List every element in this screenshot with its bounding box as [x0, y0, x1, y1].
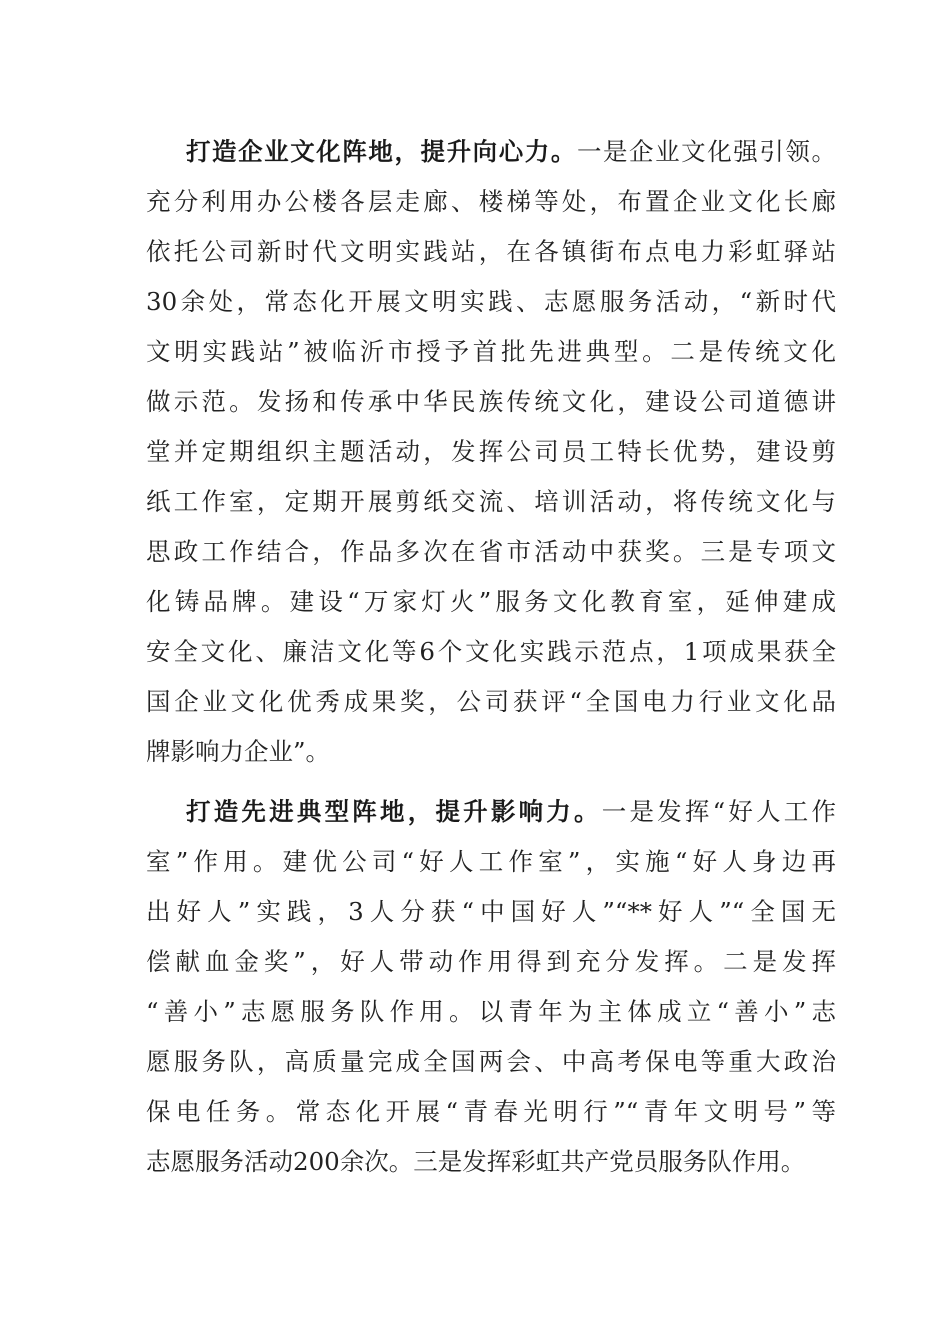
text-line: 牌影响力企业”。 [146, 737, 331, 766]
text-line: 保电任务。常态化开展“青春光明行”“青年文明号”等 [146, 1097, 836, 1126]
text-line: 安全文化、廉洁文化等6个文化实践示范点，1项成果获全 [146, 637, 836, 666]
text-line: 充分利用办公楼各层走廊、楼梯等处，布置企业文化长廊 [146, 187, 836, 216]
text-line: 国企业文化优秀成果奖，公司获评“全国电力行业文化品 [146, 687, 836, 716]
text-line: 志愿服务活动200余次。三是发挥彩虹共产党员服务队作用。 [146, 1147, 806, 1176]
text-line: 思政工作结合，作品多次在省市活动中获奖。三是专项文 [146, 537, 836, 566]
text-line: 出好人”实践，3人分获“中国好人”“**好人”“全国无 [146, 897, 836, 926]
paragraph-heading: 打造先进典型阵地，提升影响力。 [186, 797, 602, 826]
text-line: “善小”志愿服务队作用。以青年为主体成立“善小”志 [146, 997, 836, 1026]
text-line: 一是企业文化强引领。 [576, 137, 836, 166]
text-line: 愿服务队，高质量完成全国两会、中高考保电等重大政治 [146, 1047, 836, 1076]
paragraph-heading: 打造企业文化阵地，提升向心力。 [186, 137, 577, 166]
text-line: 一是发挥“好人工作 [601, 797, 837, 826]
paragraph-corporate-culture [146, 127, 836, 777]
text-line: 纸工作室，定期开展剪纸交流、培训活动，将传统文化与 [146, 487, 836, 516]
paragraph-advanced-models [146, 787, 836, 1187]
text-line: 依托公司新时代文明实践站，在各镇街布点电力彩虹驿站 [146, 237, 836, 266]
text-line: 化铸品牌。建设“万家灯火”服务文化教育室，延伸建成 [146, 587, 836, 616]
text-line: 堂并定期组织主题活动，发挥公司员工特长优势，建设剪 [146, 437, 836, 466]
text-line: 30余处，常态化开展文明实践、志愿服务活动，“新时代 [146, 287, 836, 316]
text-line: 室”作用。建优公司“好人工作室”，实施“好人身边再 [146, 847, 836, 876]
paragraph-first-line [146, 127, 836, 177]
paragraph-first-line [146, 787, 836, 837]
text-line: 做示范。发扬和传承中华民族传统文化，建设公司道德讲 [146, 387, 836, 416]
text-line: 文明实践站”被临沂市授予首批先进典型。二是传统文化 [146, 337, 836, 366]
text-line: 偿献血金奖”，好人带动作用得到充分发挥。二是发挥 [146, 947, 836, 976]
